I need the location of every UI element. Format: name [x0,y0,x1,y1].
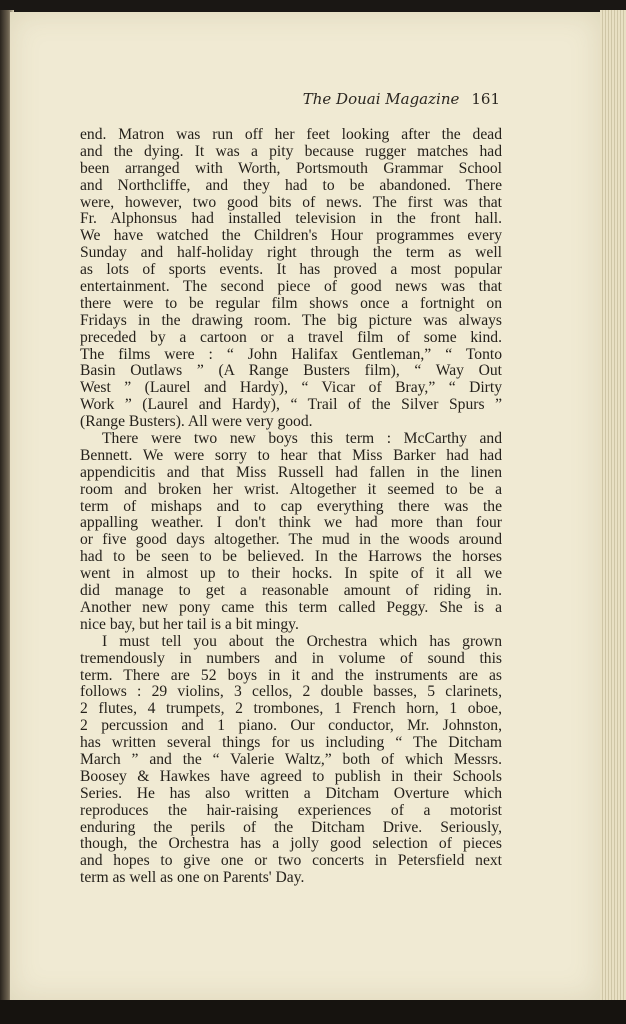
text-line: Sunday and half-holiday right through the term as well [80,244,502,262]
paragraph [80,634,502,887]
text-line: nice bay, but her tail is a bit mingy. [80,615,299,633]
text-line: Fr. Alphonsus had installed television in the front hall. [80,210,502,228]
text-line: end. Matron was run off her feet looking after the dead [80,126,502,143]
text-line: follows : 29 violins, 3 cellos, 2 double basses, 5 clarinets, [80,683,502,701]
text-line: term. There are 52 boys in it and the instruments are as [80,666,502,684]
paragraph [80,431,502,634]
text-line: been arranged with Worth, Portsmouth Grammar School [80,159,502,177]
text-line: tremendously in numbers and in volume of sound this [80,649,502,667]
text-line: and the dying. It was a pity because rugger matches had [80,142,502,160]
text-line: enduring the perils of the Ditcham Drive. Seriously, [80,818,502,836]
text-line: Series. He has also written a Ditcham Overture which [80,784,502,802]
magazine-title: The Douai Magazine [302,90,460,108]
text-line: or five good days altogether. The mud in the woods around [80,531,502,549]
text-line: term of mishaps and to cap everything there was the [80,497,502,515]
text-line: Bennett. We were sorry to hear that Miss Barker had had [80,446,502,464]
text-line: 2 flutes, 4 trumpets, 2 trombones, 1 French horn, 1 oboe, [80,700,502,718]
text-line: Another new pony came this term called Peggy. She is a [80,598,502,616]
text-line: did manage to get a reasonable amount of riding in. [80,582,502,600]
text-line: I must tell you about the Orchestra which has grown [102,632,502,650]
text-line: 2 percussion and 1 piano. Our conductor, Mr. Johnston, [80,717,502,735]
text-line: Work ” (Laurel and Hardy), “ Trail of the Silver Spurs ” [80,396,502,414]
text-line: (Range Busters). All were very good. [80,413,313,431]
text-line: and Northcliffe, and they had to be abandoned. There [80,176,502,194]
text-line: there were to be regular film shows once a fortnight on [80,294,502,312]
text-line: were, however, two good bits of news. The first was that [80,193,502,211]
page-number: 161 [471,90,500,108]
text-line: West ” (Laurel and Hardy), “ Vicar of Bray,” “ Dirty [80,379,502,397]
text-line: appalling weather. I don't think we had more than four [80,514,502,532]
text-line: had to be seen to be believed. In the Harrows the horses [80,548,502,566]
text-line: and hopes to give one or two concerts in Petersfield next [80,852,502,870]
text-line: Fridays in the drawing room. The big picture was always [80,311,502,329]
text-line: appendicitis and that Miss Russell had fallen in the linen [80,463,502,481]
text-line: went in almost up to their hocks. In spite of it all we [80,565,502,583]
article-body [80,127,502,887]
scan-bottom-edge [0,1000,626,1024]
text-line: Boosey & Hawkes have agreed to publish in their Schools [80,767,502,785]
text-line: has written several things for us including “ The Ditcham [80,734,502,752]
text-line: There were two new boys this term : McCarthy and [102,430,502,448]
text-line: entertainment. The second piece of good news was that [80,278,502,296]
page-edges [600,10,626,1005]
text-line: We have watched the Children's Hour programmes every [80,227,502,245]
text-line: The films were : “ John Halifax Gentleman,” “ Tonto [80,345,502,363]
text-line: Basin Outlaws ” (A Range Busters film), “ Way Out [80,362,502,380]
text-line: room and broken her wrist. Altogether it seemed to be a [80,480,502,498]
text-line: reproduces the hair-raising experiences of a motorist [80,801,502,819]
running-header [80,90,500,116]
text-line: preceded by a cartoon or a travel film of some kind. [80,328,502,346]
paragraph [80,127,502,431]
text-line: though, the Orchestra has a jolly good selection of pieces [80,835,502,853]
text-line: March ” and the “ Valerie Waltz,” both of which Messrs. [80,750,502,768]
text-line: as lots of sports events. It has proved a most popular [80,261,502,279]
text-line: term as well as one on Parents' Day. [80,869,305,887]
